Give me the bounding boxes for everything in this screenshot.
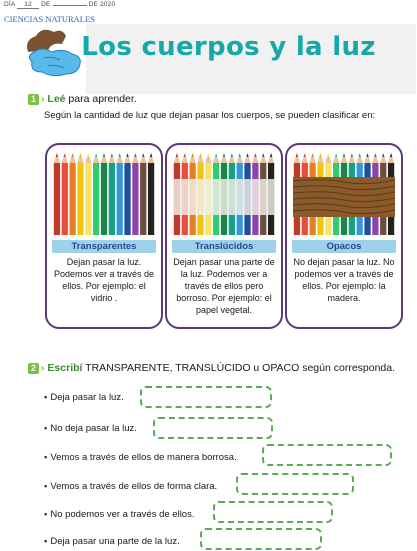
date-year: 2020 [100, 1, 116, 8]
date-label: DÍA [4, 1, 16, 8]
step-1-heading [28, 93, 137, 105]
card-label: Opacos [292, 240, 396, 253]
exercise-item: • No podemos ver a través de ellos. [44, 509, 195, 520]
answer-blank[interactable] [200, 528, 322, 550]
page-title: Los cuerpos y la luz [81, 32, 376, 62]
check-icon: › [41, 93, 45, 105]
intro-text: Según la cantidad de luz que dejan pasar los cuerpos, se pueden clasificar en: [44, 110, 376, 121]
exercise-item: • No deja pasar la luz. [44, 423, 137, 434]
pencils-image [53, 153, 155, 235]
step-number-badge: 1 [28, 94, 39, 105]
date-of: DE [41, 1, 51, 8]
card-description: Dejan pasar la luz. Podemos ver a través de ellos. Por ejemplo: el vidrio . [53, 257, 155, 303]
answer-blank[interactable] [236, 473, 354, 495]
answer-blank[interactable] [140, 386, 272, 408]
pencils-image [293, 153, 395, 235]
exercise-item: • Vemos a través de ellos de manera borrosa. [44, 452, 237, 463]
card-label: Translúcidos [172, 240, 276, 253]
date-day: 12 [17, 1, 39, 9]
card-translucidos [165, 143, 283, 329]
pencils-image [173, 153, 275, 235]
answer-blank[interactable] [153, 417, 273, 439]
card-description: No dejan pasar la luz. No podemos ver a través de ellos. Por ejemplo: la madera. [293, 257, 395, 303]
card-transparentes [45, 143, 163, 329]
exercise-item: • Vemos a través de ellos de forma clara. [44, 481, 218, 492]
answer-blank[interactable] [213, 501, 333, 523]
card-label: Transparentes [52, 240, 156, 253]
step-2-heading [28, 362, 395, 374]
answer-blank[interactable] [262, 444, 392, 466]
step-number-badge: 2 [28, 363, 39, 374]
date-month [53, 5, 87, 6]
exercise-item: • Deja pasar la luz. [44, 392, 124, 403]
step-1-text: para aprender. [65, 93, 137, 105]
date-line [4, 1, 115, 9]
step-1-verb: Leé [47, 93, 66, 105]
card-description: Dejan pasar una parte de la luz. Podemos ver a través de ellos pero borroso. Por ejemplo: el papel vegetal. [173, 257, 275, 315]
check-icon: › [41, 362, 45, 374]
exercise-item: • Deja pasar una parte de la luz. [44, 536, 180, 547]
subject-title: CIENCIAS NATURALES [4, 14, 95, 24]
step-2-verb: Escribí [47, 362, 83, 374]
card-opacos [285, 143, 403, 329]
date-of: DE [88, 1, 99, 8]
step-2-text: TRANSPARENTE, TRANSLÚCIDO u OPACO según corresponda. [82, 362, 396, 374]
